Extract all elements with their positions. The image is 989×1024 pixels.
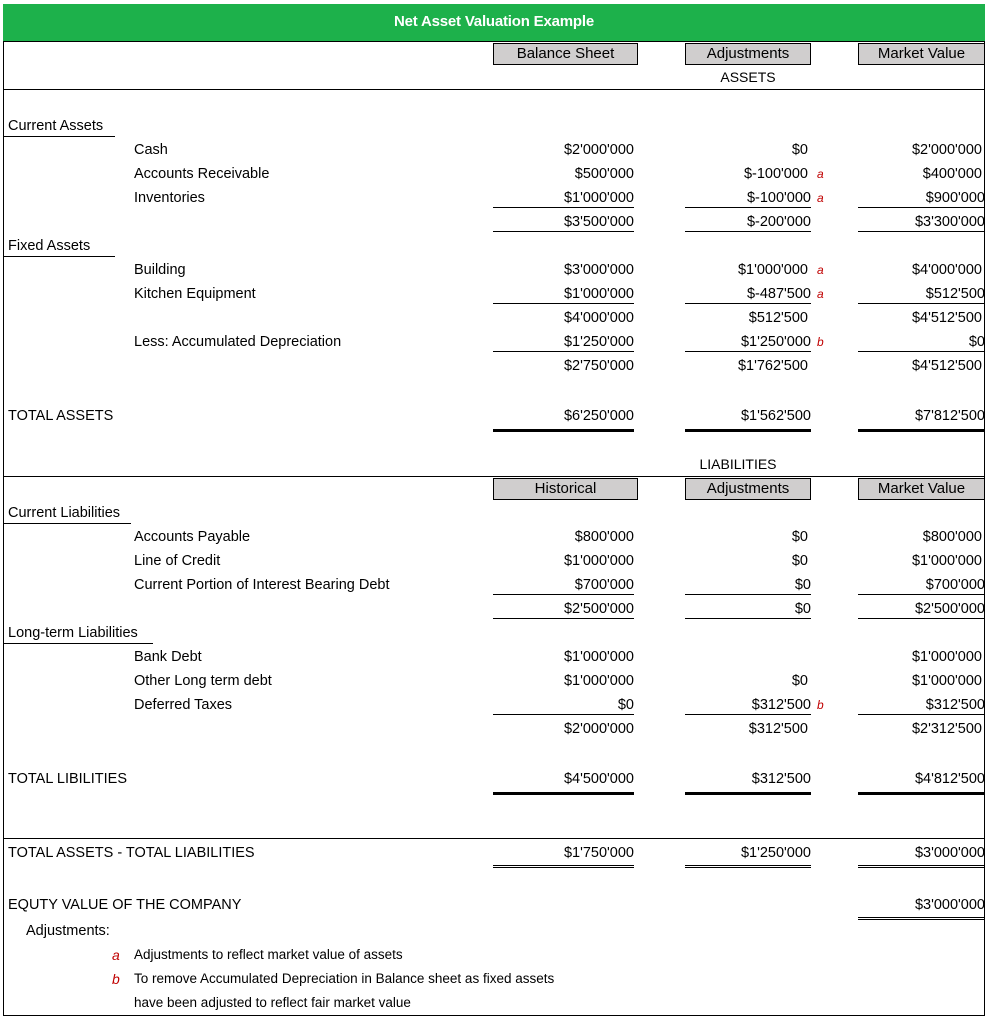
footnote-a-text: Adjustments to reflect market value of assets xyxy=(134,947,403,962)
cell-market: $4'000'000 xyxy=(911,262,982,278)
header-adjustments: Adjustments xyxy=(685,478,811,500)
net-adjustment: $1'250'000 xyxy=(685,844,811,868)
cell-balance: $1'000'000 xyxy=(493,285,634,304)
row-label: Deferred Taxes xyxy=(134,697,233,713)
fixed-total-market: $4'512'500 xyxy=(911,358,982,374)
net-market: $3'000'000 xyxy=(858,844,985,868)
cell-adjustment: $-100'000 xyxy=(743,166,808,182)
row-label: Cash xyxy=(134,142,168,158)
subtotal-market: $4'512'500 xyxy=(911,310,982,326)
subtotal-adjustment: $-200'000 xyxy=(685,213,811,232)
long-term-liabilities-label: Long-term Liabilities xyxy=(8,625,138,641)
fixed-assets-label: Fixed Assets xyxy=(8,238,91,254)
current-assets-rule xyxy=(3,136,115,137)
subtotal-market: $2'500'000 xyxy=(858,600,985,619)
current-liabilities-label: Current Liabilities xyxy=(8,505,121,521)
assets-header-divider xyxy=(3,89,985,90)
cell-adjustment: $-100'000 xyxy=(685,189,811,208)
net-label: TOTAL ASSETS - TOTAL LIABILITIES xyxy=(8,845,255,861)
cell-market: $700'000 xyxy=(858,576,985,595)
net-divider xyxy=(3,838,985,839)
lt-total-market: $2'312'500 xyxy=(911,721,982,737)
total-assets-label: TOTAL ASSETS xyxy=(8,408,114,424)
lt-total-historical: $2'000'000 xyxy=(563,721,634,737)
row-label: Bank Debt xyxy=(134,649,202,665)
cell-market: $400'000 xyxy=(922,166,982,182)
liabilities-divider xyxy=(3,476,985,477)
header-adjustments: Adjustments xyxy=(685,43,811,65)
cell-market: $2'000'000 xyxy=(911,142,982,158)
assets-section-title: ASSETS xyxy=(720,69,776,85)
header-market-value: Market Value xyxy=(858,478,985,500)
depreciation-label: Less: Accumulated Depreciation xyxy=(134,334,342,350)
net-balance: $1'750'000 xyxy=(493,844,634,868)
row-label: Accounts Receivable xyxy=(134,166,270,182)
equity-label: EQUTY VALUE OF THE COMPANY xyxy=(8,897,242,913)
depreciation-balance: $1'250'000 xyxy=(493,333,634,352)
cell-market: $312'500 xyxy=(858,696,985,715)
cell-historical: $1'000'000 xyxy=(563,553,634,569)
fixed-total-balance: $2'750'000 xyxy=(563,358,634,374)
note-marker: a xyxy=(817,287,824,301)
row-label: Line of Credit xyxy=(134,553,221,569)
footnote-b-text-1: To remove Accumulated Depreciation in Balance sheet as fixed assets xyxy=(134,971,555,986)
cell-historical: $0 xyxy=(493,696,634,715)
cell-adjustment: $-487'500 xyxy=(685,285,811,304)
cell-adjustment: $0 xyxy=(791,553,808,569)
row-label: Inventories xyxy=(134,190,205,206)
footnote-b-text-2: have been adjusted to reflect fair market value xyxy=(134,995,411,1010)
cell-balance: $500'000 xyxy=(574,166,634,182)
header-market-value: Market Value xyxy=(858,43,985,65)
cell-adjustment: $0 xyxy=(791,142,808,158)
header-balance-sheet: Balance Sheet xyxy=(493,43,638,65)
depreciation-market: $0 xyxy=(858,333,985,352)
cell-market: $1'000'000 xyxy=(911,673,982,689)
cell-market: $1'000'000 xyxy=(911,649,982,665)
header-historical: Historical xyxy=(493,478,638,500)
note-marker: a xyxy=(817,167,824,181)
cell-market: $512'500 xyxy=(858,285,985,304)
row-label: Current Portion of Interest Bearing Debt xyxy=(134,577,390,593)
total-assets-market: $7'812'500 xyxy=(858,407,985,432)
cell-market: $900'000 xyxy=(858,189,985,208)
total-liabilities-label: TOTAL LIBILITIES xyxy=(8,771,127,787)
equity-market: $3'000'000 xyxy=(858,896,985,920)
cell-balance: $1'000'000 xyxy=(493,189,634,208)
total-liabilities-market: $4'812'500 xyxy=(858,770,985,795)
cell-market: $800'000 xyxy=(922,529,982,545)
footnote-a-marker: a xyxy=(112,947,120,963)
sheet-title: Net Asset Valuation Example xyxy=(3,4,985,42)
cell-balance: $2'000'000 xyxy=(563,142,634,158)
cell-historical: $1'000'000 xyxy=(563,649,634,665)
cell-balance: $3'000'000 xyxy=(563,262,634,278)
total-assets-adjustment: $1'562'500 xyxy=(685,407,811,432)
note-marker: a xyxy=(817,263,824,277)
subtotal-market: $3'300'000 xyxy=(858,213,985,232)
cell-adjustment: $1'000'000 xyxy=(737,262,808,278)
row-label: Other Long term debt xyxy=(134,673,272,689)
row-label: Building xyxy=(134,262,186,278)
long-term-liabilities-rule xyxy=(3,643,153,644)
subtotal-adjustment: $512'500 xyxy=(748,310,808,326)
row-label: Kitchen Equipment xyxy=(134,286,256,302)
cell-historical: $800'000 xyxy=(574,529,634,545)
cell-market: $1'000'000 xyxy=(911,553,982,569)
current-assets-label: Current Assets xyxy=(8,118,104,134)
total-liabilities-adjustment: $312'500 xyxy=(685,770,811,795)
total-assets-balance: $6'250'000 xyxy=(493,407,634,432)
note-marker: b xyxy=(817,335,824,349)
subtotal-historical: $2'500'000 xyxy=(493,600,634,619)
depreciation-adjustment: $1'250'000 xyxy=(685,333,811,352)
cell-historical: $1'000'000 xyxy=(563,673,634,689)
subtotal-balance: $3'500'000 xyxy=(493,213,634,232)
note-marker: a xyxy=(817,191,824,205)
current-liabilities-rule xyxy=(3,523,131,524)
fixed-total-adjustment: $1'762'500 xyxy=(737,358,808,374)
cell-adjustment: $0 xyxy=(685,576,811,595)
liabilities-section-title: LIABILITIES xyxy=(699,456,777,472)
total-liabilities-historical: $4'500'000 xyxy=(493,770,634,795)
fixed-assets-rule xyxy=(3,256,115,257)
footnotes-heading: Adjustments: xyxy=(26,923,110,939)
cell-adjustment: $0 xyxy=(791,673,808,689)
note-marker: b xyxy=(817,698,824,712)
row-label: Accounts Payable xyxy=(134,529,251,545)
cell-adjustment: $312'500 xyxy=(685,696,811,715)
subtotal-adjustment: $0 xyxy=(685,600,811,619)
cell-adjustment: $0 xyxy=(791,529,808,545)
subtotal-balance: $4'000'000 xyxy=(563,310,634,326)
cell-historical: $700'000 xyxy=(493,576,634,595)
lt-total-adjustment: $312'500 xyxy=(748,721,808,737)
footnote-b-marker: b xyxy=(112,971,120,987)
